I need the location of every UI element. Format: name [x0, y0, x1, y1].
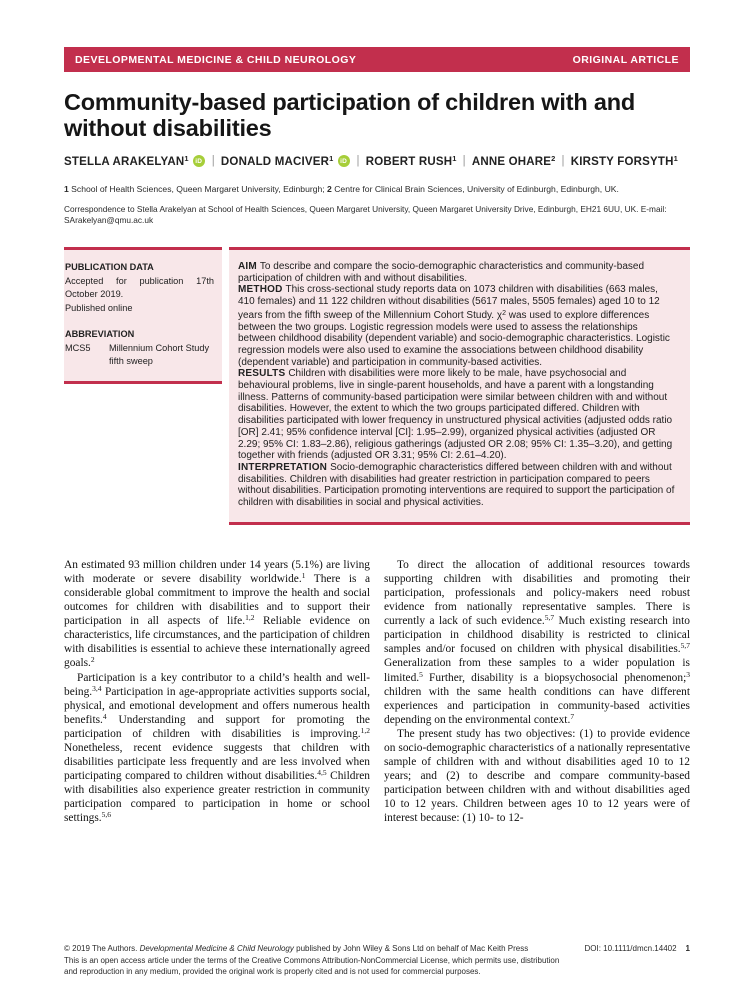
- reference-superscript: 2: [502, 309, 506, 317]
- affiliation-text: Centre for Clinical Brain Sciences, University of Edinburgh, Edinburgh, UK.: [331, 184, 619, 194]
- reference-superscript: 1: [301, 570, 306, 580]
- article-body: [64, 558, 690, 874]
- copyright-prefix: © 2019 The Authors.: [64, 944, 140, 953]
- affiliation-number: 1: [64, 184, 69, 194]
- abstract-section: AIM To describe and compare the socio-demographic characteristics and community-based participation of children with and without disabilities.: [238, 261, 644, 284]
- article-type-badge: ORIGINAL ARTICLE: [572, 53, 679, 66]
- author-separator: |: [356, 155, 360, 167]
- abstract-section: INTERPRETATION Socio-demographic characteristics differed between children with and without disabilities. Children with disabilities had greater restriction in participation compared to peers without disabilities. Participation promoting interventions are required to support the participation of children with disabilities in social and physical activities.: [238, 461, 675, 509]
- abstract-section: METHOD This cross-sectional study reports data on 1073 children with disabilities (663 males, 410 females) and 11 122 children without disabilities (5617 males, 5505 females) aged 10 to 12 years from the fifth sweep of the Millennium Cohort Study. $\chi^2$ was used to explore differences between the two groups. Logistic regression models were used to assess the relationships between childhood disability (dependent variable) and socio-demographic characteristics. Logistic regression models were also used to examine the associations between childhood disability (dependent variable) and participation in community-based activities.: [238, 284, 670, 368]
- author-affiliation-superscript: 1: [329, 154, 334, 163]
- body-paragraph: The present study has two objectives: (1) to provide evidence on socio-demographic characteristics of a nationally representative sample of children with and without disabilities aged 10 to 12 years; and (2) to describe and compare community-based participation between children with and without disabilities aged 10 to 12 years. Children between ages 10 to 12 years were of interest because: (1) 10- to 12-: [384, 727, 690, 825]
- author-name: STELLA ARAKELYAN: [64, 156, 185, 168]
- author-separator: |: [462, 155, 466, 167]
- affiliation-number: 2: [327, 184, 332, 194]
- body-paragraph: To direct the allocation of additional resources towards supporting children with disabilities and promoting their participation, professionals and policy-makers need robust evidence from nationally representative samples. There is currently a lack of such evidence.$^{5,7}$ Much existing research into participation in childhood disability is restricted to clinical samples and/or focused on children with physical disabilities.$^{5,7}$ Generalization from these samples to a wider population is limited.$^5$ Further, disability is a biopsychosocial phenomenon;$^3$ children with the same health conditions can have different experiences and participation in community-based activities depending on the environmental context.$^7$: [384, 558, 690, 726]
- author: [472, 154, 556, 168]
- author: [64, 154, 189, 168]
- author-affiliation-superscript: 1: [184, 154, 189, 163]
- journal-name: DEVELOPMENTAL MEDICINE & CHILD NEUROLOGY: [75, 53, 357, 66]
- footer-left: [64, 943, 584, 978]
- reference-superscript: 2: [90, 655, 95, 665]
- abstract-section-label: RESULTS: [238, 368, 289, 380]
- doi: DOI: 10.1111/dmcn.14402: [584, 944, 677, 953]
- author-list: [64, 154, 690, 168]
- footer-journal-name: Developmental Medicine & Child Neurology: [139, 944, 294, 953]
- reference-superscript: 3: [686, 669, 690, 679]
- reference-superscript: 4,5: [317, 768, 327, 778]
- body-column-left: [64, 558, 370, 874]
- author-name: ANNE OHARE: [471, 156, 552, 168]
- author-affiliation-superscript: 1: [452, 154, 457, 163]
- author: [366, 154, 457, 168]
- reference-superscript: 1,2: [360, 725, 370, 735]
- publication-data-heading: PUBLICATION DATA: [65, 262, 154, 272]
- reference-superscript: 3,4: [92, 683, 102, 693]
- footer-right: [584, 943, 690, 955]
- page-footer: [64, 943, 690, 978]
- publication-data-box: [64, 247, 222, 384]
- reference-superscript: 1,2: [245, 613, 255, 623]
- abstract-section-label: INTERPRETATION: [238, 461, 331, 473]
- published-online: Published online: [65, 302, 133, 313]
- abstract-section-label: METHOD: [238, 284, 286, 296]
- page-number: 1: [685, 944, 690, 953]
- abbreviation-heading: ABBREVIATION: [65, 329, 135, 339]
- body-paragraph: Participation is a key contributor to a child’s health and well-being.$^{3,4}$ Participation in age-appropriate activities supports social, physical, and emotional development and offers numerous health benefits.$^4$ Understanding and support for promoting the participation of children with disabilities is improving.$^{1,2}$ Nonetheless, recent evidence suggests that children with disabilities participate less frequently and are less involved when participating compared to children without disabilities.$^{4,5}$ Children with disabilities also experience greater restriction in community participation compared to participation in home or school settings.$^{5,6}$: [64, 671, 370, 825]
- abbreviation-definition: Millennium Cohort Study fifth sweep: [109, 342, 210, 366]
- abstract-box: [229, 247, 690, 525]
- body-column-right: [384, 558, 690, 874]
- reference-superscript: 5,7: [544, 613, 555, 623]
- orcid-icon[interactable]: iD: [338, 155, 350, 167]
- accepted-date: Accepted for publication 17th October 2019.: [65, 275, 214, 299]
- abstract-section-label: AIM: [238, 261, 260, 272]
- license-text: This is an open access article under the terms of the Creative Commons Attribution-NonCommercial License, which permits use, distribution and reproduction in any medium, provided the original work is properly cited and is not used for commercial purposes.: [64, 955, 560, 976]
- affiliation-text: School of Health Sciences, Queen Margaret University, Edinburgh;: [68, 184, 328, 194]
- reference-superscript: 4: [102, 711, 107, 721]
- reference-superscript: 7: [570, 711, 575, 721]
- author: [571, 154, 678, 168]
- info-row: [64, 247, 690, 525]
- reference-superscript: 5,7: [680, 641, 690, 651]
- reference-superscript: 5,6: [101, 810, 112, 820]
- author-separator: |: [211, 155, 215, 167]
- spacer: [65, 315, 214, 328]
- author: [221, 154, 334, 168]
- author-affiliation-superscript: 2: [551, 154, 556, 163]
- abbreviation-term: MCS5: [65, 342, 91, 353]
- abbreviation-row: [65, 342, 214, 369]
- journal-banner: [64, 47, 690, 72]
- author-separator: |: [561, 155, 565, 167]
- orcid-icon[interactable]: iD: [193, 155, 205, 167]
- correspondence-line: Correspondence to Stella Arakelyan at School of Health Sciences, Queen Margaret University, Queen Margaret University Drive, Edinburgh, EH21 6UU, UK. E-mail: SArakelyan@qmu.ac.uk: [64, 204, 667, 225]
- author-name: KIRSTY FORSYTH: [570, 156, 674, 168]
- reference-superscript: 5: [419, 669, 423, 679]
- copyright-suffix: published by John Wiley & Sons Ltd on behalf of Mac Keith Press: [293, 944, 529, 953]
- abstract-section: RESULTS Children with disabilities were more likely to be male, have psychosocial and behavioural problems, live in single-parent households, and have a parent with a longstanding illness. Patterns of community-based participation were similar between children with and without disabilities. However, the extent to which the two groups participated differed. Children with disabilities participated with lower frequency in unstructured physical activities (adjusted odds ratio [OR] 2.41; 95% confidence interval [CI]: 1.95–2.99), organized physical activities (adjusted OR 2.29; 95% CI: 1.83–2.86), religious gatherings (adjusted OR 2.08; 95% CI: 1.35–3.20), and getting together with friends (adjusted OR 3.31; 95% CI: 2.61–4.20).: [238, 368, 673, 462]
- body-paragraph: An estimated 93 million children under 14 years (5.1%) are living with moderate or severe disability worldwide.$^1$ There is a considerable global commitment to improve the health and social outcomes for children with disabilities and to support their participation in all aspects of life.$^{1,2}$ Reliable evidence on characteristics, life circumstances, and the participation of children with disabilities is essential to achieve these internationally agreed goals.$^2$: [64, 558, 370, 670]
- author-name: DONALD MACIVER: [220, 156, 330, 168]
- copyright-line: [64, 943, 584, 955]
- author-affiliation-superscript: 1: [673, 154, 678, 163]
- affiliations: [64, 184, 690, 195]
- author-name: ROBERT RUSH: [365, 156, 453, 168]
- article-title: Community-based participation of children with and without disabilities: [64, 89, 636, 141]
